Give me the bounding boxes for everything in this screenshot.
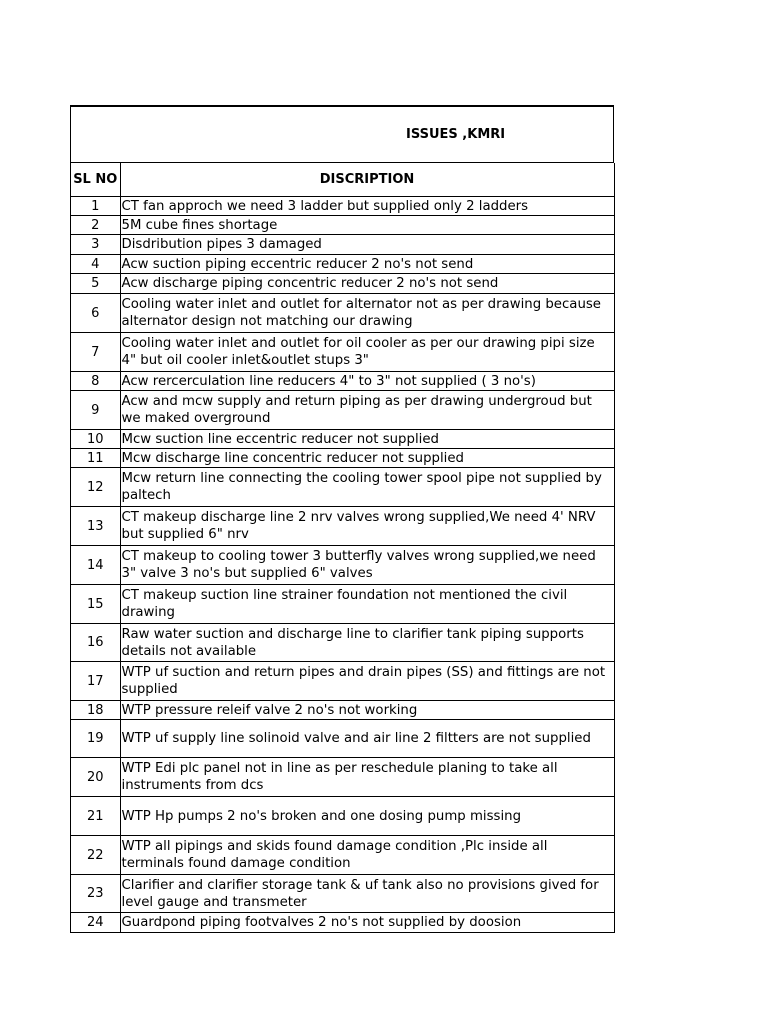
row-description: WTP all pipings and skids found damage condition ,Plc inside all terminals found damage condition — [120, 836, 614, 875]
table-row — [71, 720, 614, 758]
row-description: Disdribution pipes 3 damaged — [120, 235, 614, 255]
row-sl-no: 23 — [71, 875, 120, 913]
row-sl-no: 6 — [71, 294, 120, 333]
row-sl-no: 14 — [71, 546, 120, 585]
row-description: CT makeup discharge line 2 nrv valves wrong supplied,We need 4' NRV but supplied 6" nrv — [120, 507, 614, 546]
row-description: 5M cube fines shortage — [120, 216, 614, 235]
table-row — [71, 662, 614, 701]
table-row — [71, 585, 614, 624]
row-description: CT fan approch we need 3 ladder but supplied only 2 ladders — [120, 197, 614, 216]
table-row — [71, 797, 614, 836]
row-sl-no: 12 — [71, 468, 120, 507]
row-sl-no: 3 — [71, 235, 120, 255]
header-sl-no: SL NO — [71, 163, 120, 197]
row-description: Cooling water inlet and outlet for alternator not as per drawing because alternator design not matching our drawing — [120, 294, 614, 333]
row-sl-no: 22 — [71, 836, 120, 875]
table-row — [71, 333, 614, 372]
row-sl-no: 5 — [71, 274, 120, 294]
row-description: WTP uf suction and return pipes and drain pipes (SS) and fittings are not supplied — [120, 662, 614, 701]
row-sl-no: 9 — [71, 391, 120, 430]
row-description: Acw suction piping eccentric reducer 2 no's not send — [120, 255, 614, 274]
row-sl-no: 11 — [71, 449, 120, 468]
row-description: Acw discharge piping concentric reducer 2 no's not send — [120, 274, 614, 294]
row-description: CT makeup suction line strainer foundation not mentioned the civil drawing — [120, 585, 614, 624]
row-description: Acw and mcw supply and return piping as per drawing undergroud but we maked overground — [120, 391, 614, 430]
row-description: WTP pressure releif valve 2 no's not working — [120, 701, 614, 720]
row-description: WTP Edi plc panel not in line as per reschedule planing to take all instruments from dcs — [120, 758, 614, 797]
table-row — [71, 624, 614, 662]
table-row — [71, 507, 614, 546]
title-row — [71, 107, 614, 163]
table-row — [71, 913, 614, 933]
table-row — [71, 430, 614, 449]
issues-sheet — [70, 105, 614, 933]
table-row — [71, 255, 614, 274]
row-sl-no: 2 — [71, 216, 120, 235]
table-row — [71, 274, 614, 294]
table-row — [71, 468, 614, 507]
row-sl-no: 17 — [71, 662, 120, 701]
row-description: Mcw return line connecting the cooling tower spool pipe not supplied by paltech — [120, 468, 614, 507]
row-sl-no: 7 — [71, 333, 120, 372]
table-row — [71, 235, 614, 255]
row-sl-no: 20 — [71, 758, 120, 797]
row-description: WTP Hp pumps 2 no's broken and one dosing pump missing — [120, 797, 614, 836]
table-row — [71, 701, 614, 720]
row-description: WTP uf supply line solinoid valve and air line 2 filtters are not supplied — [120, 720, 614, 758]
issues-table — [71, 163, 615, 933]
row-description: Guardpond piping footvalves 2 no's not supplied by doosion — [120, 913, 614, 933]
row-sl-no: 24 — [71, 913, 120, 933]
table-row — [71, 836, 614, 875]
sheet-title: ISSUES ,KMRI — [406, 127, 506, 142]
row-description: CT makeup to cooling tower 3 butterfly valves wrong supplied,we need 3" valve 3 no's but supplied 6" valves — [120, 546, 614, 585]
row-sl-no: 21 — [71, 797, 120, 836]
table-row — [71, 216, 614, 235]
row-sl-no: 13 — [71, 507, 120, 546]
row-sl-no: 16 — [71, 624, 120, 662]
table-row — [71, 197, 614, 216]
header-description: DISCRIPTION — [120, 163, 614, 197]
table-row — [71, 372, 614, 391]
table-row — [71, 875, 614, 913]
row-description: Raw water suction and discharge line to clarifier tank piping supports details not available — [120, 624, 614, 662]
row-sl-no: 1 — [71, 197, 120, 216]
row-description: Mcw suction line eccentric reducer not supplied — [120, 430, 614, 449]
row-sl-no: 15 — [71, 585, 120, 624]
row-sl-no: 18 — [71, 701, 120, 720]
header-row — [71, 163, 614, 197]
table-row — [71, 758, 614, 797]
row-description: Cooling water inlet and outlet for oil cooler as per our drawing pipi size 4" but oil cooler inlet&outlet stups 3" — [120, 333, 614, 372]
row-sl-no: 10 — [71, 430, 120, 449]
table-row — [71, 391, 614, 430]
row-description: Mcw discharge line concentric reducer not supplied — [120, 449, 614, 468]
row-sl-no: 19 — [71, 720, 120, 758]
row-description: Clarifier and clarifier storage tank & uf tank also no provisions gived for level gauge and transmeter — [120, 875, 614, 913]
table-row — [71, 294, 614, 333]
row-description: Acw rercerculation line reducers 4" to 3" not supplied ( 3 no's) — [120, 372, 614, 391]
table-row — [71, 449, 614, 468]
row-sl-no: 4 — [71, 255, 120, 274]
row-sl-no: 8 — [71, 372, 120, 391]
table-row — [71, 546, 614, 585]
